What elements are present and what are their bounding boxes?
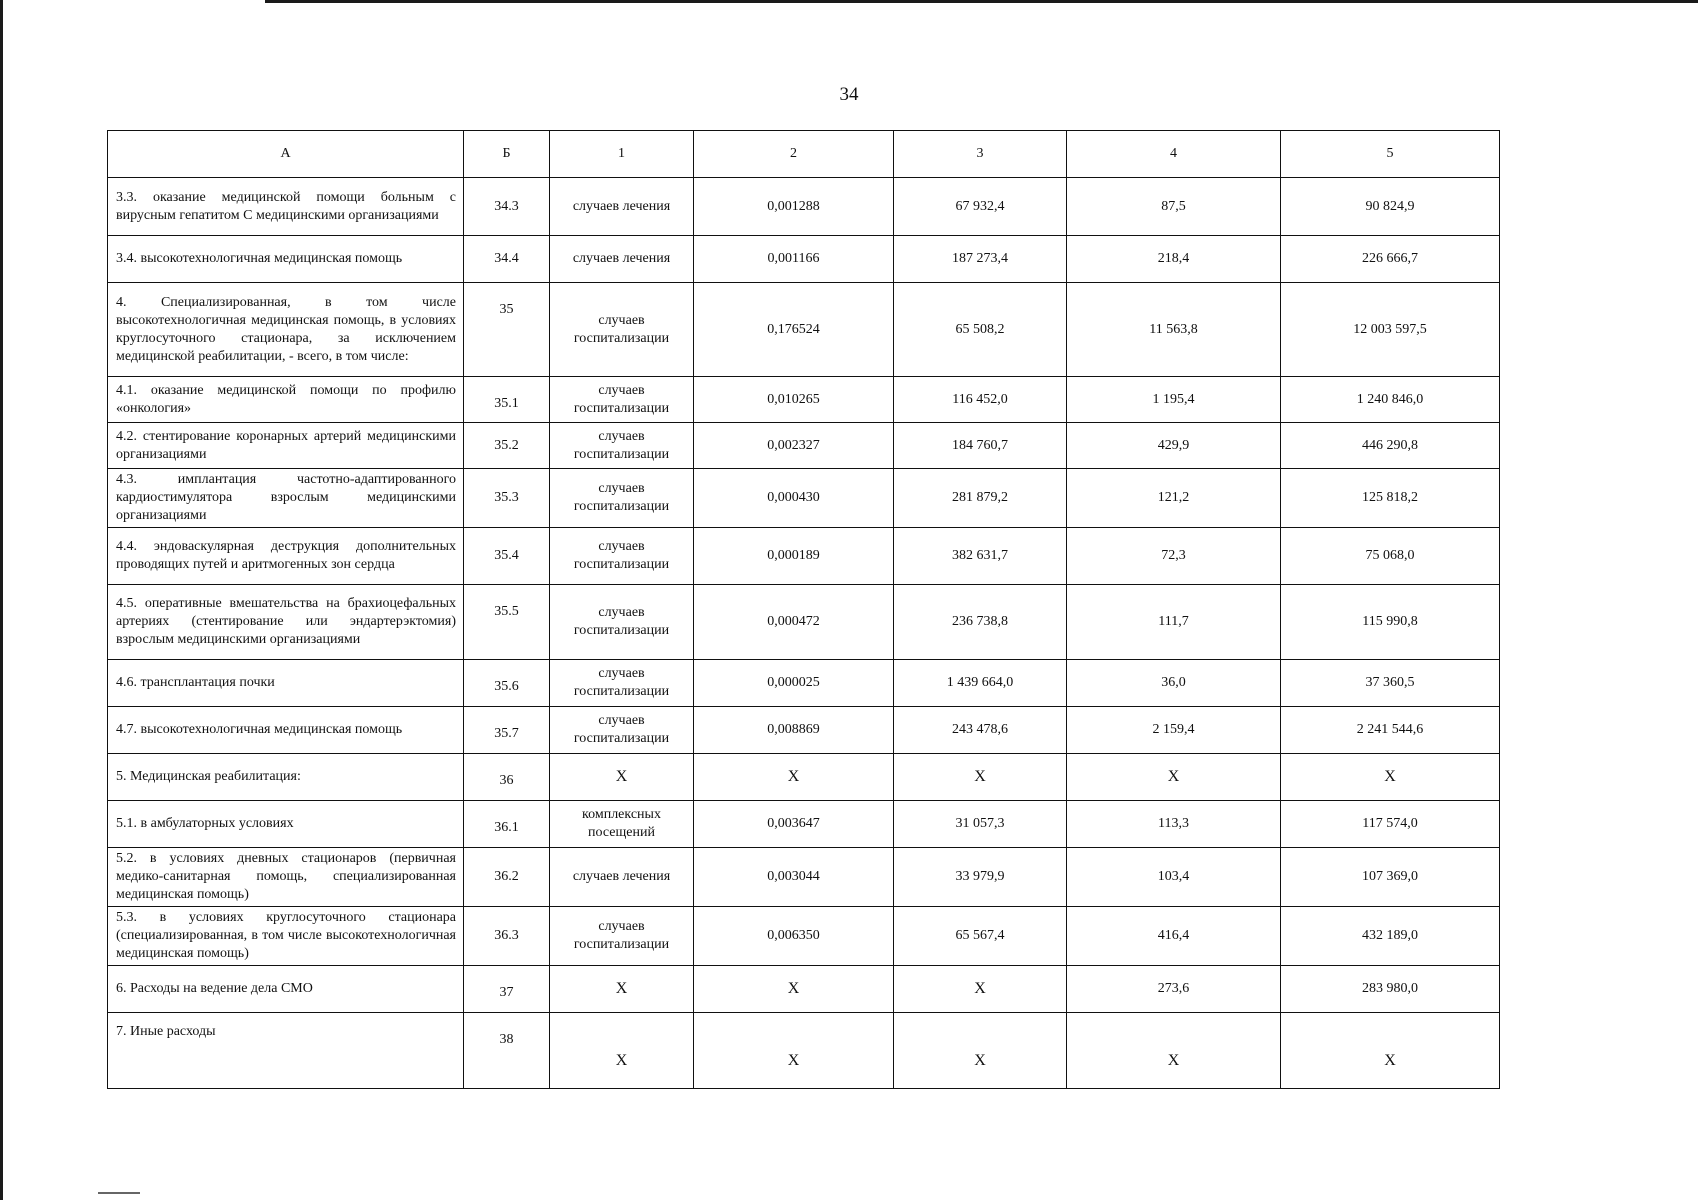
row-col2: 0,008869 — [694, 707, 894, 754]
row-col5: 90 824,9 — [1281, 178, 1500, 236]
row-unit: Х — [550, 966, 694, 1013]
row-col3: 184 760,7 — [894, 423, 1067, 469]
row-code: 36 — [464, 754, 550, 801]
row-col5: 2 241 544,6 — [1281, 707, 1500, 754]
row-col3: 65 508,2 — [894, 283, 1067, 377]
header-cell-b: Б — [464, 131, 550, 178]
row-col5: Х — [1281, 754, 1500, 801]
row-col4: 36,0 — [1067, 660, 1281, 707]
row-col4: 11 563,8 — [1067, 283, 1281, 377]
row-unit: случаев госпитализации — [550, 528, 694, 585]
scan-border-left — [0, 0, 3, 1200]
row-col2: 0,003044 — [694, 848, 894, 907]
row-unit: случаев госпитализации — [550, 907, 694, 966]
row-code: 35.3 — [464, 469, 550, 528]
row-col3: 116 452,0 — [894, 377, 1067, 423]
row-col3: 187 273,4 — [894, 236, 1067, 283]
row-unit: Х — [550, 1013, 694, 1089]
row-col3: 382 631,7 — [894, 528, 1067, 585]
row-col3: 33 979,9 — [894, 848, 1067, 907]
row-code: 37 — [464, 966, 550, 1013]
row-col4: 416,4 — [1067, 907, 1281, 966]
row-code: 35.1 — [464, 377, 550, 423]
row-col4: Х — [1067, 754, 1281, 801]
row-name: 4. Специализированная, в том числе высокотехнологичная медицинская помощь, в условиях круглосуточного стационара, за исключением медицинской реабилитации, - всего, в том числе: — [108, 283, 464, 377]
row-col2: 0,000472 — [694, 585, 894, 660]
table-row — [108, 528, 1500, 585]
row-code: 35.6 — [464, 660, 550, 707]
table-row — [108, 848, 1500, 907]
row-col4: Х — [1067, 1013, 1281, 1089]
row-col2: Х — [694, 1013, 894, 1089]
row-col2: 0,000025 — [694, 660, 894, 707]
row-code: 34.4 — [464, 236, 550, 283]
row-col2: 0,006350 — [694, 907, 894, 966]
header-cell-2: 2 — [694, 131, 894, 178]
table-row — [108, 236, 1500, 283]
row-code: 36.3 — [464, 907, 550, 966]
row-col3: 65 567,4 — [894, 907, 1067, 966]
row-col3: 243 478,6 — [894, 707, 1067, 754]
row-col4: 111,7 — [1067, 585, 1281, 660]
header-cell-3: 3 — [894, 131, 1067, 178]
row-col3: 1 439 664,0 — [894, 660, 1067, 707]
row-name: 3.3. оказание медицинской помощи больным с вирусным гепатитом С медицинскими организациями — [108, 178, 464, 236]
table-row — [108, 585, 1500, 660]
row-col4: 218,4 — [1067, 236, 1281, 283]
row-col2: 0,001166 — [694, 236, 894, 283]
table-row — [108, 907, 1500, 966]
row-col5: Х — [1281, 1013, 1500, 1089]
row-code: 35.5 — [464, 585, 550, 660]
row-col2: Х — [694, 754, 894, 801]
row-name: 4.3. имплантация частотно-адаптированного кардиостимулятора взрослым медицинскими организациями — [108, 469, 464, 528]
row-col5: 432 189,0 — [1281, 907, 1500, 966]
row-name: 7. Иные расходы — [108, 1013, 464, 1089]
header-cell-a: А — [108, 131, 464, 178]
row-unit: случаев госпитализации — [550, 585, 694, 660]
row-unit: случаев госпитализации — [550, 469, 694, 528]
row-code: 36.2 — [464, 848, 550, 907]
row-col2: 0,000430 — [694, 469, 894, 528]
table-row — [108, 178, 1500, 236]
row-name: 4.2. стентирование коронарных артерий медицинскими организациями — [108, 423, 464, 469]
row-col3: 236 738,8 — [894, 585, 1067, 660]
row-col4: 87,5 — [1067, 178, 1281, 236]
row-code: 34.3 — [464, 178, 550, 236]
page-number: 34 — [839, 84, 859, 105]
row-col5: 125 818,2 — [1281, 469, 1500, 528]
table-row — [108, 423, 1500, 469]
header-row — [108, 131, 1500, 178]
row-name: 4.5. оперативные вмешательства на брахиоцефальных артериях (стентирование или эндартерэктомия) взрослым медицинскими организациями — [108, 585, 464, 660]
row-col3: 67 932,4 — [894, 178, 1067, 236]
row-code: 36.1 — [464, 801, 550, 848]
row-col3: 281 879,2 — [894, 469, 1067, 528]
row-name: 5.2. в условиях дневных стационаров (первичная медико-санитарная помощь, специализированная медицинская помощь) — [108, 848, 464, 907]
row-col4: 103,4 — [1067, 848, 1281, 907]
row-col5: 75 068,0 — [1281, 528, 1500, 585]
row-name: 5.1. в амбулаторных условиях — [108, 801, 464, 848]
header-cell-1: 1 — [550, 131, 694, 178]
row-unit: случаев госпитализации — [550, 423, 694, 469]
row-unit: комплексных посещений — [550, 801, 694, 848]
row-unit: случаев лечения — [550, 178, 694, 236]
row-col4: 2 159,4 — [1067, 707, 1281, 754]
table-row — [108, 966, 1500, 1013]
row-name: 4.6. трансплантация почки — [108, 660, 464, 707]
row-name: 6. Расходы на ведение дела СМО — [108, 966, 464, 1013]
row-unit: случаев госпитализации — [550, 283, 694, 377]
table-row — [108, 469, 1500, 528]
table-row — [108, 801, 1500, 848]
row-col4: 429,9 — [1067, 423, 1281, 469]
table-row — [108, 754, 1500, 801]
row-col5: 446 290,8 — [1281, 423, 1500, 469]
row-col2: 0,002327 — [694, 423, 894, 469]
row-name: 5. Медицинская реабилитация: — [108, 754, 464, 801]
row-col5: 1 240 846,0 — [1281, 377, 1500, 423]
row-col2: 0,176524 — [694, 283, 894, 377]
header-cell-5: 5 — [1281, 131, 1500, 178]
row-col3: Х — [894, 754, 1067, 801]
table-row — [108, 660, 1500, 707]
row-unit: Х — [550, 754, 694, 801]
row-col5: 12 003 597,5 — [1281, 283, 1500, 377]
row-code: 35 — [464, 283, 550, 377]
financing-table — [107, 130, 1500, 1089]
row-code: 35.7 — [464, 707, 550, 754]
row-name: 3.4. высокотехнологичная медицинская помощь — [108, 236, 464, 283]
table-row — [108, 377, 1500, 423]
row-col4: 273,6 — [1067, 966, 1281, 1013]
row-col4: 1 195,4 — [1067, 377, 1281, 423]
row-col2: 0,001288 — [694, 178, 894, 236]
row-unit: случаев госпитализации — [550, 660, 694, 707]
row-col3: 31 057,3 — [894, 801, 1067, 848]
row-col5: 107 369,0 — [1281, 848, 1500, 907]
row-col2: 0,010265 — [694, 377, 894, 423]
row-col2: 0,000189 — [694, 528, 894, 585]
row-code: 35.2 — [464, 423, 550, 469]
row-code: 35.4 — [464, 528, 550, 585]
table-row — [108, 1013, 1500, 1089]
row-col4: 121,2 — [1067, 469, 1281, 528]
row-col5: 115 990,8 — [1281, 585, 1500, 660]
table-row — [108, 283, 1500, 377]
row-unit: случаев госпитализации — [550, 707, 694, 754]
row-col5: 226 666,7 — [1281, 236, 1500, 283]
row-name: 4.1. оказание медицинской помощи по профилю «онкология» — [108, 377, 464, 423]
row-col4: 72,3 — [1067, 528, 1281, 585]
row-code: 38 — [464, 1013, 550, 1089]
row-col3: Х — [894, 1013, 1067, 1089]
row-col5: 117 574,0 — [1281, 801, 1500, 848]
row-name: 4.4. эндоваскулярная деструкция дополнительных проводящих путей и аритмогенных зон сердца — [108, 528, 464, 585]
row-name: 4.7. высокотехнологичная медицинская помощь — [108, 707, 464, 754]
row-col2: 0,003647 — [694, 801, 894, 848]
table-row — [108, 707, 1500, 754]
row-name: 5.3. в условиях круглосуточного стационара (специализированная, в том числе высокотехнологичная медицинская помощь) — [108, 907, 464, 966]
row-col5: 283 980,0 — [1281, 966, 1500, 1013]
row-col5: 37 360,5 — [1281, 660, 1500, 707]
row-col4: 113,3 — [1067, 801, 1281, 848]
scan-border-top — [265, 0, 1698, 3]
row-unit: случаев госпитализации — [550, 377, 694, 423]
row-col2: Х — [694, 966, 894, 1013]
row-unit: случаев лечения — [550, 848, 694, 907]
scan-mark — [98, 1192, 140, 1194]
row-unit: случаев лечения — [550, 236, 694, 283]
header-cell-4: 4 — [1067, 131, 1281, 178]
row-col3: Х — [894, 966, 1067, 1013]
